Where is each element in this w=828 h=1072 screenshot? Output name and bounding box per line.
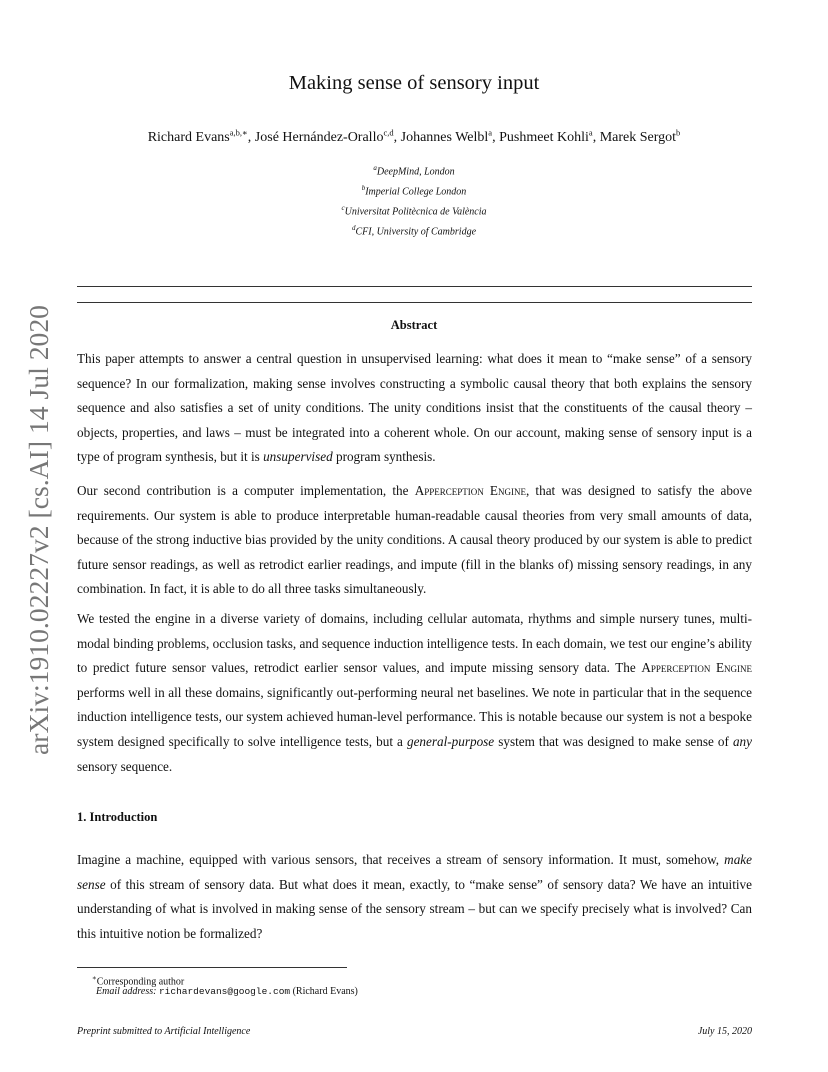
affiliation: $^d$CFI, University of Cambridge xyxy=(351,224,477,238)
affiliation: $^c$Universitat Politècnica de València xyxy=(341,204,487,218)
footnote-rule xyxy=(77,967,347,968)
divider xyxy=(77,286,752,287)
author: Richard Evans$^{a,b,∗}$, xyxy=(147,127,255,145)
section-heading: 1. Introduction xyxy=(77,810,158,824)
author-list xyxy=(0,127,828,146)
abstract-paragraph-3: We tested the engine in a diverse variety of domains, including cellular automata, rhythms and simple nursery tunes, multi-modal binding problems, occlusion tasks, and sequence induction intelligence tests. In each domain, we test our engine’s ability to predict future sensor values, retrodict earlier sensor values, and impute missing sensory data. The Apperception Engine performs well in all these domains, significantly out-performing neural net baselines. We note in particular that in the sequence induction intelligence tests, our system achieved human-level performance. This is notable because our system is not a bespoke system designed specifically to solve intelligence tests, but a general-purpose system that was designed to make sense of any sensory sequence. xyxy=(77,611,752,774)
arxiv-stamp xyxy=(14,300,58,760)
divider xyxy=(77,302,752,303)
footnote-corresponding: ∗Corresponding author xyxy=(92,974,185,988)
author: Marek Sergot$^b$ xyxy=(599,127,681,145)
paper-title: Making sense of sensory input xyxy=(288,72,540,94)
footer-date: July 15, 2020 xyxy=(697,1026,752,1037)
arxiv-id: arXiv:1910.02227v2 [cs.AI] 14 Jul 2020 xyxy=(24,315,54,755)
abstract-paragraph-2: Our second contribution is a computer implementation, the Apperception Engine, that was designed to satisfy the above requirements. Our system is able to produce interpretable human-readable causal theories from very small amounts of data, because of the strong inductive bias provided by the unity conditions. A causal theory produced by our system is able to predict future sensor readings, as well as retrodict earlier readings, and impute (fill in the blanks of) missing sensory readings, in any combination. In fact, it is able to do all three tasks simultaneously. xyxy=(77,483,752,597)
author: José Hernández-Orallo$^{c,d}$, xyxy=(254,127,401,145)
footnote-email: Email address: richardevans@google.com (Richard Evans) xyxy=(96,986,358,997)
affiliation: $^a$DeepMind, London xyxy=(373,164,455,178)
intro-paragraph: Imagine a machine, equipped with various sensors, that receives a stream of sensory information. It must, somehow, make sense of this stream of sensory data. But what does it mean, exactly, to “make sense” of sensory data? We have an intuitive understanding of what is involved in making sense of the sensory stream – but can we specify precisely what is involved? Can this intuitive notion be formalized? xyxy=(77,852,752,941)
author: Pushmeet Kohli$^a$, xyxy=(499,127,600,145)
author: Johannes Welbl$^a$, xyxy=(400,127,500,145)
abstract-heading: Abstract xyxy=(390,318,438,332)
abstract-paragraph-1: This paper attempts to answer a central question in unsupervised learning: what does it mean to “make sense” of a sensory sequence? In our formalization, making sense involves constructing a symbolic causal theory that both explains the sensory sequence and also satisfies a set of unity conditions. The unity conditions insist that the constituents of the causal theory – objects, properties, and laws – must be integrated into a coherent whole. On our account, making sense of sensory input is a type of program synthesis, but it is unsupervised program synthesis. xyxy=(77,351,752,465)
affiliation: $^b$Imperial College London xyxy=(361,184,467,198)
footer-preprint: Preprint submitted to Artificial Intelligence xyxy=(77,1026,251,1037)
email-link[interactable]: richardevans@google.com xyxy=(158,986,291,997)
